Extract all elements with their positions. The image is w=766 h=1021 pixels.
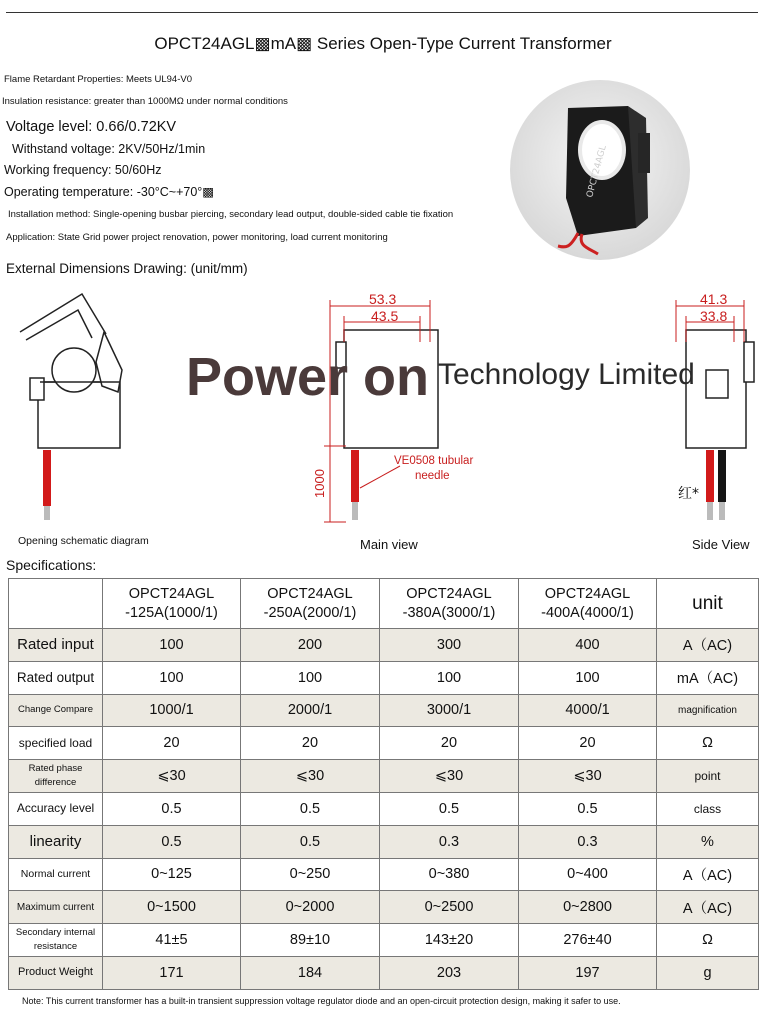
table-cell: 200 [241, 629, 380, 662]
table-row [9, 792, 759, 825]
main-lead-wire [351, 450, 359, 502]
row-label: Maximum current [9, 891, 103, 924]
table-cell: ⩽30 [519, 760, 657, 793]
product-photo-label: OPCT24AGL [585, 144, 609, 199]
table-row [9, 825, 759, 858]
table-cell: 100 [519, 661, 657, 694]
table-cell: 400 [519, 629, 657, 662]
row-label: linearity [9, 825, 103, 858]
table-cell: 100 [103, 661, 241, 694]
table-cell: 0.5 [103, 825, 241, 858]
dim-side-outer: 41.3 [700, 291, 728, 307]
main-lead-tip [352, 502, 358, 520]
table-row [9, 661, 759, 694]
table-cell: 0~125 [103, 858, 241, 891]
spec-withstand: Withstand voltage: 2KV/50Hz/1min [12, 142, 206, 156]
side-black-tip [719, 502, 725, 520]
unit-cell: A（AC) [657, 858, 759, 891]
table-cell: 203 [380, 956, 519, 989]
dim-main-inner: 43.5 [371, 308, 399, 324]
wire-color-label: 红* [678, 486, 699, 502]
table-cell: 0~2500 [380, 891, 519, 924]
spec-insulation: Insulation resistance: greater than 1000MΩ under normal conditions [2, 96, 288, 107]
table-corner-cell [9, 579, 103, 629]
dim-main-outer: 53.3 [369, 291, 397, 307]
opening-lead-wire [43, 450, 51, 506]
watermark-technology: Technology Limited [438, 358, 695, 391]
dimension-drawings [0, 282, 766, 558]
specifications-title: Specifications: [6, 557, 97, 573]
row-label: Rated input [9, 629, 103, 662]
table-cell: 197 [519, 956, 657, 989]
table-cell: 171 [103, 956, 241, 989]
spec-voltage-level: Voltage level: 0.66/0.72KV [6, 119, 177, 135]
spec-installation: Installation method: Single-opening busbar piercing, secondary lead output, double-sided cable tie fixation [8, 209, 454, 220]
unit-cell: magnification [657, 694, 759, 727]
page-title: OPCT24AGL▩mA▩ Series Open-Type Current Transformer [154, 34, 612, 53]
row-label: Product Weight [9, 956, 103, 989]
unit-cell: point [657, 760, 759, 793]
table-cell: 20 [519, 727, 657, 760]
table-header-row [9, 579, 759, 629]
table-cell: 0~2000 [241, 891, 380, 924]
table-cell: 0.5 [241, 825, 380, 858]
row-label: Normal current [9, 858, 103, 891]
table-cell: 89±10 [241, 924, 380, 957]
table-cell: 0.5 [241, 792, 380, 825]
unit-cell: A（AC) [657, 891, 759, 924]
table-cell: 20 [241, 727, 380, 760]
side-view-drawing [686, 330, 754, 448]
table-cell: 20 [103, 727, 241, 760]
table-cell: 0.5 [380, 792, 519, 825]
table-cell: 100 [103, 629, 241, 662]
table-cell: 3000/1 [380, 694, 519, 727]
table-cell: 0.5 [519, 792, 657, 825]
table-cell: 184 [241, 956, 380, 989]
table-cell: 0~400 [519, 858, 657, 891]
table-row [9, 891, 759, 924]
table-row [9, 858, 759, 891]
table-cell: 4000/1 [519, 694, 657, 727]
unit-cell: Ω [657, 727, 759, 760]
table-cell: 143±20 [380, 924, 519, 957]
table-cell: 0~250 [241, 858, 380, 891]
model-header: OPCT24AGL -400A(4000/1) [519, 579, 657, 629]
specifications-table [8, 578, 759, 990]
top-rule [6, 12, 758, 13]
model-header: OPCT24AGL -380A(3000/1) [380, 579, 519, 629]
unit-cell: mA（AC) [657, 661, 759, 694]
model-header: OPCT24AGL -125A(1000/1) [103, 579, 241, 629]
table-cell: 0~380 [380, 858, 519, 891]
dim-side-inner: 33.8 [700, 308, 728, 324]
row-label: Accuracy level [9, 792, 103, 825]
table-row [9, 694, 759, 727]
row-label: Rated phase difference [9, 760, 103, 793]
unit-cell: g [657, 956, 759, 989]
table-cell: 0.3 [519, 825, 657, 858]
table-cell: ⩽30 [241, 760, 380, 793]
side-black-wire [718, 450, 726, 502]
table-cell: 2000/1 [241, 694, 380, 727]
spec-frequency: Working frequency: 50/60Hz [4, 163, 162, 177]
row-label: Rated output [9, 661, 103, 694]
opening-lead-tip [44, 506, 50, 520]
dim-lead-length: 1000 [312, 469, 327, 498]
product-photo [508, 78, 698, 268]
table-cell: 0~2800 [519, 891, 657, 924]
row-label: specified load [9, 727, 103, 760]
side-red-tip [707, 502, 713, 520]
table-cell: 276±40 [519, 924, 657, 957]
model-header: OPCT24AGL -250A(2000/1) [241, 579, 380, 629]
side-red-wire [706, 450, 714, 502]
table-row [9, 924, 759, 957]
table-cell: 20 [380, 727, 519, 760]
unit-cell: % [657, 825, 759, 858]
unit-cell: A（AC) [657, 629, 759, 662]
table-row [9, 629, 759, 662]
table-cell: 100 [241, 661, 380, 694]
footnote: Note: This current transformer has a built-in transient suppression voltage regulator diode and an open-circuit protection design, making it safer to use. [22, 996, 621, 1006]
row-label: Change Compare [9, 694, 103, 727]
table-cell: ⩽30 [103, 760, 241, 793]
table-cell: 100 [380, 661, 519, 694]
table-cell: 0~1500 [103, 891, 241, 924]
spec-flame: Flame Retardant Properties: Meets UL94-V0 [4, 74, 192, 85]
table-cell: 300 [380, 629, 519, 662]
table-cell: 0.5 [103, 792, 241, 825]
watermark-power-on: Power on [186, 347, 430, 407]
caption-side-view: Side View [692, 537, 750, 552]
row-label: Secondary internal resistance [9, 924, 103, 957]
table-cell: 1000/1 [103, 694, 241, 727]
table-row [9, 760, 759, 793]
opening-schematic [20, 294, 122, 448]
caption-main-view: Main view [360, 537, 418, 552]
caption-opening: Opening schematic diagram [18, 535, 149, 547]
table-cell: 41±5 [103, 924, 241, 957]
unit-header: unit [657, 579, 759, 629]
unit-cell: Ω [657, 924, 759, 957]
table-row [9, 727, 759, 760]
dimensions-title: External Dimensions Drawing: (unit/mm) [6, 261, 248, 276]
table-cell: 0.3 [380, 825, 519, 858]
spec-application: Application: State Grid power project renovation, power monitoring, load current monitoring [6, 232, 388, 243]
unit-cell: class [657, 792, 759, 825]
spec-temperature: Operating temperature: -30°C~+70°▩ [4, 185, 215, 199]
table-row [9, 956, 759, 989]
table-cell: ⩽30 [380, 760, 519, 793]
needle-label: VE0508 tubular needle [394, 455, 474, 482]
